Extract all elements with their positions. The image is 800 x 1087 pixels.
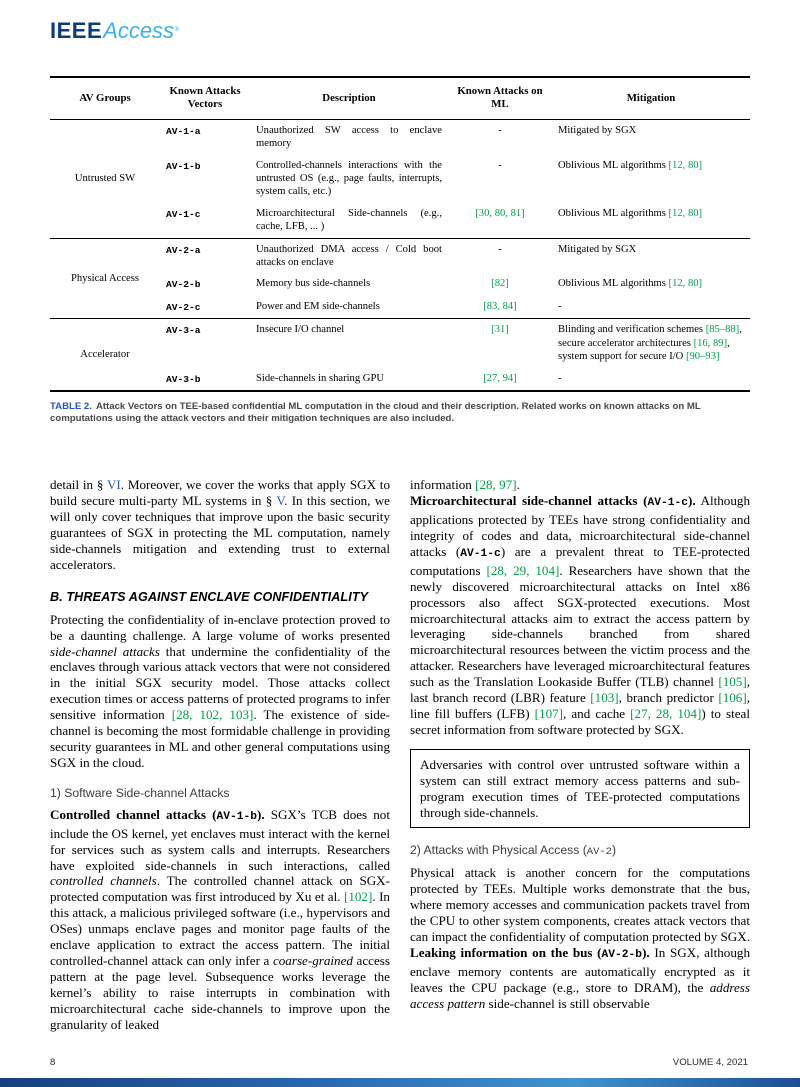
table-row — [50, 238, 750, 273]
citation-link[interactable]: [30, 80, 81] — [475, 207, 525, 219]
page-number: 8 — [50, 1057, 56, 1068]
citation-link[interactable]: [12, 80] — [668, 278, 703, 290]
page-footer — [50, 1057, 748, 1068]
description-cell: Power and EM side-channels — [256, 300, 380, 312]
citation-link[interactable]: [107] — [534, 706, 564, 721]
section-heading-b: B. THREATS AGAINST ENCLAVE CONFIDENTIALITY — [50, 589, 369, 604]
volume-info: VOLUME 4, 2021 — [672, 1057, 748, 1068]
known-attacks-cell — [448, 273, 552, 295]
group-label-physical-access: Physical Access — [50, 238, 160, 319]
known-attacks-cell: - — [498, 159, 502, 171]
description-cell: Controlled-channels interactions with the untrusted OS (e.g., page faults, interrupts, system calls, etc.) — [256, 159, 442, 198]
bottom-accent-bar — [0, 1078, 800, 1087]
citation-link[interactable]: [103] — [590, 690, 619, 706]
text-segment: AV-1-c — [647, 497, 688, 510]
vector-code: AV-2-c — [166, 301, 201, 313]
vector-code: AV-2-a — [160, 238, 250, 273]
citation-link[interactable]: [102] — [343, 889, 373, 905]
text-segment: Controlled channel attacks ( — [50, 806, 217, 822]
citation-link[interactable]: [16, 89] — [693, 337, 728, 349]
text-segment: ). — [257, 806, 265, 822]
mitigation-cell: Oblivious ML algorithms [12, 80] — [558, 207, 703, 219]
description-cell: Unauthorized DMA access / Cold boot attacks on enclave — [250, 238, 448, 273]
vector-code: AV-1-a — [166, 125, 201, 137]
known-attacks-cell — [448, 319, 552, 368]
takeaway-box: Adversaries with control over untrusted software within a system can still extract memory access patterns and sub-program execution times of TEE-protected computations through side-channels. — [410, 749, 750, 829]
col-header-vectors: Known Attacks Vectors — [160, 77, 250, 119]
section-ref-link[interactable]: V — [276, 493, 285, 509]
body-paragraph: information [28, 97]. — [410, 477, 520, 493]
registered-trademark-icon: ® — [174, 25, 180, 34]
citation-link[interactable]: [85–88] — [705, 324, 740, 336]
journal-masthead — [50, 18, 750, 52]
mitigation-cell: Mitigated by SGX — [552, 238, 750, 273]
description-cell: Microarchitectural Side-channels (e.g., cache, LFB, ... ) — [256, 207, 442, 233]
text-segment: ). — [687, 493, 696, 509]
subsection-heading-2: 2) Attacks with Physical Access (AV-2) — [410, 843, 617, 859]
body-paragraph: Controlled channel attacks (AV-1-b). SGX’s TCB does not include the OS kernel, yet enclaves must interact with the kernel for services such as system calls and interrupts. Researchers have exploited side-channels in such interactions, called controlled channels. The controlled channel attack on SGX-protected computation was first introduced by Xu et al. [102]. In this attack, a malicious privileged software (i.e., hypervisors and OSes) unmaps enclave pages and monitor page faults of the enclave application to extract the access pattern. The initial controlled-channel attack can only infer a coarse-grained access pattern at the page level. Subsequence works leverage the kernel’s ability to raise interrupts in combination with microarchitectural cache side-channels to improve upon the granularity of leaked — [50, 806, 390, 1032]
text-segment: side-channel attacks — [50, 643, 160, 659]
citation-link[interactable]: [82] — [491, 278, 509, 290]
attack-vectors-table — [50, 76, 750, 392]
table-caption-text: Attack Vectors on TEE-based confidential ML computation in the cloud and their description. Related works on known attacks on ML computations using the attack vectors and their mitigation techniques are also included. — [50, 400, 701, 425]
text-segment: address access pattern — [410, 979, 750, 1011]
text-segment: ). — [642, 944, 650, 960]
mitigation-cell: Oblivious ML algorithms [12, 80] — [558, 278, 703, 290]
citation-link[interactable]: [105] — [718, 674, 747, 690]
citation-link[interactable]: [28, 29, 104] — [486, 562, 560, 578]
group-label-accelerator: Accelerator — [50, 319, 160, 391]
table-header-row — [50, 77, 750, 119]
mitigation-cell: Blinding and verification schemes [85–88], secure accelerator architectures [16, 89], system support for secure I/O [90–93] — [552, 319, 750, 368]
known-attacks-cell — [448, 296, 552, 319]
citation-link[interactable]: [83, 84] — [483, 300, 517, 312]
description-cell: Insecure I/O channel — [250, 319, 448, 368]
known-attacks-cell — [448, 368, 552, 391]
citation-link[interactable]: [28, 97] — [475, 477, 517, 493]
vector-code: AV-2-b — [166, 279, 201, 291]
col-header-description: Description — [250, 77, 448, 119]
section-ref-link[interactable]: VI — [106, 477, 121, 493]
subsection-heading-1: 1) Software Side-channel Attacks — [50, 785, 230, 800]
known-attacks-cell: - — [448, 238, 552, 273]
right-column — [410, 477, 750, 1032]
table-row — [50, 119, 750, 154]
vector-code: AV-3-b — [166, 373, 201, 385]
body-paragraph: Leaking information on the bus (AV-2-b). In SGX, although enclave memory contents are automatically encrypted as it leaves the CPU package (e.g., store to DRAM), the address access pattern side-channel is still observable — [410, 944, 750, 1011]
col-header-known-on-ml: Known Attacks on ML — [448, 77, 552, 119]
body-paragraph: Physical attack is another concern for the computations protected by TEEs. Multiple works demonstrate that the bus, where memory accesses and communication packets travel from the CPU to other system components, creates attack vectors that can impact the confidentiality of computation protected by SGX. — [410, 865, 750, 945]
citation-link[interactable]: [27, 28, 104] — [630, 706, 702, 721]
two-column-body — [50, 477, 750, 1032]
known-attacks-cell — [448, 203, 552, 238]
table-caption-label: TABLE 2. — [50, 400, 92, 412]
mitigation-cell: - — [558, 300, 562, 312]
access-logo: Access — [103, 18, 175, 43]
mitigation-cell: Oblivious ML algorithms [12, 80] — [558, 159, 703, 171]
body-paragraph: Microarchitectural side-channel attacks (AV-1-c). Although applications protected by TEEs have strong confidentiality and integrity of codes and data, microarchitectural side-channel attacks (AV-1-c) are a prevalent threat to TEE-protected computations [28, 29, 104]. Researchers have shown that the newly discovered microarchitectural attacks on Intel x86 processors also affect SGX-protected executions. Most microarchitectural attacks aim to extract the access pattern by leveraging side-channels branched from shared microarchitectural resources between the victim process and the attacker. Researchers have leveraged microarchitectural features such as the Translation Lookaside Buffer (TLB) channel [105], last branch record (LBR) feature [103], branch predictor [106], line fill buffers (LFB) [107], and cache [27, 28, 104]) to steal secret information from software protected by SGX. — [410, 493, 750, 737]
citation-link[interactable]: [28, 102, 103] — [171, 707, 254, 723]
mitigation-cell: - — [558, 372, 562, 384]
col-header-av-groups: AV Groups — [50, 77, 160, 119]
ieee-logo: IEEE — [50, 18, 103, 43]
text-segment: Microarchitectural side-channel attacks ( — [410, 493, 648, 509]
citation-link[interactable]: [106] — [718, 690, 747, 706]
col-header-mitigation: Mitigation — [552, 77, 750, 119]
group-label-untrusted-sw: Untrusted SW — [74, 173, 136, 185]
text-segment: controlled channels — [50, 873, 157, 889]
citation-link[interactable]: [90–93] — [685, 351, 720, 363]
citation-link[interactable]: [12, 80] — [668, 159, 703, 171]
citation-link[interactable]: [27, 94] — [483, 372, 517, 384]
mitigation-cell: Mitigated by SGX — [558, 124, 637, 136]
text-segment: AV-2 — [586, 846, 612, 859]
text-segment: AV-1-c — [460, 547, 501, 560]
citation-link[interactable]: [31] — [491, 324, 509, 336]
description-cell: Memory bus side-channels — [256, 278, 371, 290]
description-cell: Unauthorized SW access to enclave memory — [256, 124, 442, 150]
table-caption — [50, 401, 750, 425]
citation-link[interactable]: [12, 80] — [668, 207, 703, 219]
vector-code: AV-3-a — [160, 319, 250, 368]
body-paragraph: detail in § VI. Moreover, we cover the works that apply SGX to build secure multi-party ML systems in § V. In this section, we will only cover techniques that improve upon the basic security guarantees of SGX in protecting the ML computation, namely side-channels mitigation and extending trust to external accelerators. — [50, 477, 390, 572]
body-paragraph: Protecting the confidentiality of in-enclave protection proved to be a daunting challenge. A large volume of works presented side-channel attacks that undermine the confidentiality of the enclaves through various attack vectors that were not considered in the initial SGX security model. Those attacks collect execution times or access patterns of protected programs to infer sensitive information [28, 102, 103]. The existence of side-channel is becoming the most formidable challenge in providing security guarantees in ML and other general computations using SGX in the cloud. — [50, 611, 391, 770]
text-segment: AV-2-b — [601, 948, 643, 961]
description-cell: Side-channels in sharing GPU — [256, 372, 384, 384]
left-column — [50, 477, 390, 1032]
text-segment: AV-1-b — [216, 810, 258, 823]
vector-code: AV-1-c — [166, 208, 201, 220]
text-segment: coarse-grained — [272, 952, 353, 968]
known-attacks-cell: - — [498, 124, 502, 136]
vector-code: AV-1-b — [166, 160, 201, 172]
text-segment: Leaking information on the bus ( — [410, 944, 602, 960]
table-row — [50, 319, 750, 368]
